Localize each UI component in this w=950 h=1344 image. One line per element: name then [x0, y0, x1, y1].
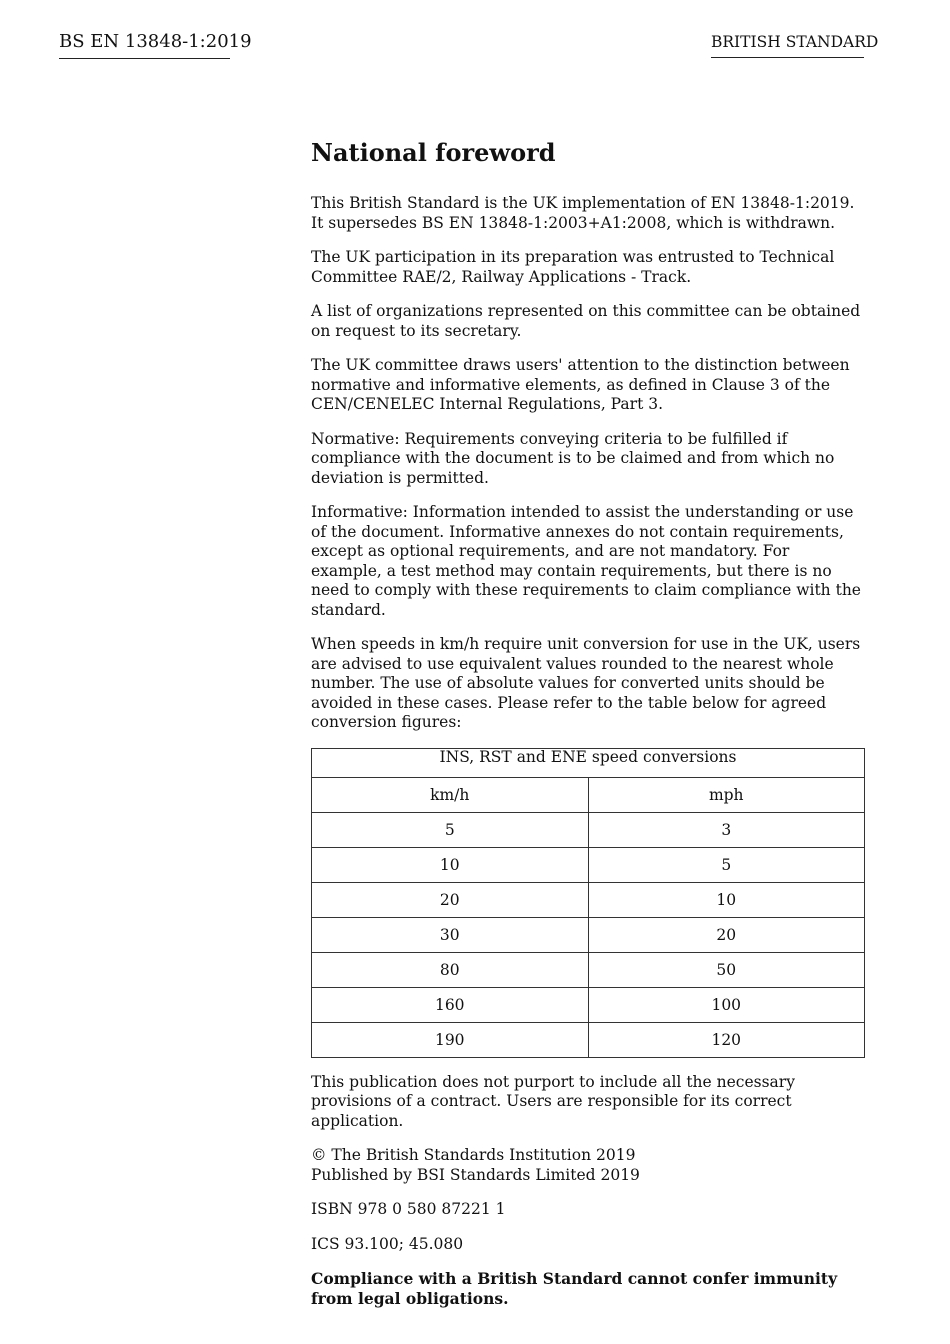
table-cell-mph: 20 — [588, 917, 865, 952]
table-row — [312, 882, 865, 917]
paragraph-speed-conversion: When speeds in km/h require unit conversion for use in the UK, users are advised to use equivalent values rounded to the nearest whole number. The use of absolute values for converted units should be avoided in these cases. Please refer to the table below for agreed conversion figures: — [311, 635, 861, 731]
page-title: National foreword — [311, 138, 556, 167]
table-cell-kmh: 190 — [312, 1022, 589, 1057]
table-cell-mph: 10 — [588, 882, 865, 917]
paragraph-normative: Normative: Requirements conveying criteria to be fulfilled if compliance with the document is to be claimed and from which no deviation is permitted. — [311, 429, 835, 487]
table-row — [312, 1022, 865, 1057]
table-row — [312, 917, 865, 952]
page-content — [311, 138, 865, 1323]
table-header-mph: mph — [588, 777, 865, 812]
table-cell-mph: 120 — [588, 1022, 865, 1057]
paragraph-distinction: The UK committee draws users' attention to the distinction between normative and informative elements, as defined in Clause 3 of the CEN/CENELEC Internal Regulations, Part 3. — [311, 356, 850, 413]
table-cell-kmh: 30 — [312, 917, 589, 952]
speed-conversion-table — [311, 748, 865, 1058]
publisher-line: Published by BSI Standards Limited 2019 — [311, 1165, 640, 1184]
ics-codes: ICS 93.100; 45.080 — [311, 1234, 464, 1253]
paragraph-disclaimer: This publication does not purport to include all the necessary provisions of a contract. Users are responsible for its correct application. — [311, 1072, 795, 1130]
copyright-line: © The British Standards Institution 2019 — [311, 1146, 636, 1164]
table-cell-kmh: 20 — [312, 882, 589, 917]
paragraph-implementation: This British Standard is the UK implementation of EN 13848-1:2019. It supersedes BS EN 13848-1:2003+A1:2008, which is withdrawn. — [311, 194, 855, 232]
table-cell-kmh: 5 — [312, 812, 589, 847]
table-cell-mph: 3 — [588, 812, 865, 847]
table-cell-kmh: 80 — [312, 952, 589, 987]
paragraph-informative: Informative: Information intended to assist the understanding or use of the document. Informative annexes do not contain requirements, except as optional requirements, and are not mandatory. For example, a test method may contain requirements, but there is no need to comply with these requirements to claim compliance with the standard. — [311, 503, 861, 619]
compliance-note: Compliance with a British Standard cannot confer immunity from legal obligations. — [311, 1269, 838, 1308]
table-cell-kmh: 160 — [312, 987, 589, 1022]
isbn: ISBN 978 0 580 87221 1 — [311, 1200, 506, 1218]
copyright-block — [311, 1146, 865, 1185]
table-header-kmh: km/h — [312, 777, 589, 812]
table-row — [312, 847, 865, 882]
paragraph-committee: The UK participation in its preparation was entrusted to Technical Committee RAE/2, Railway Applications - Track. — [311, 248, 835, 286]
document-id: BS EN 13848-1:2019 — [59, 31, 230, 59]
table-row — [312, 987, 865, 1022]
table-cell-kmh: 10 — [312, 847, 589, 882]
paragraph-organizations: A list of organizations represented on this committee can be obtained on request to its secretary. — [311, 302, 861, 340]
table-row — [312, 952, 865, 987]
table-caption: INS, RST and ENE speed conversions — [312, 748, 865, 777]
table-cell-mph: 100 — [588, 987, 865, 1022]
document-type: BRITISH STANDARD — [711, 31, 864, 58]
table-row — [312, 812, 865, 847]
table-cell-mph: 50 — [588, 952, 865, 987]
table-cell-mph: 5 — [588, 847, 865, 882]
